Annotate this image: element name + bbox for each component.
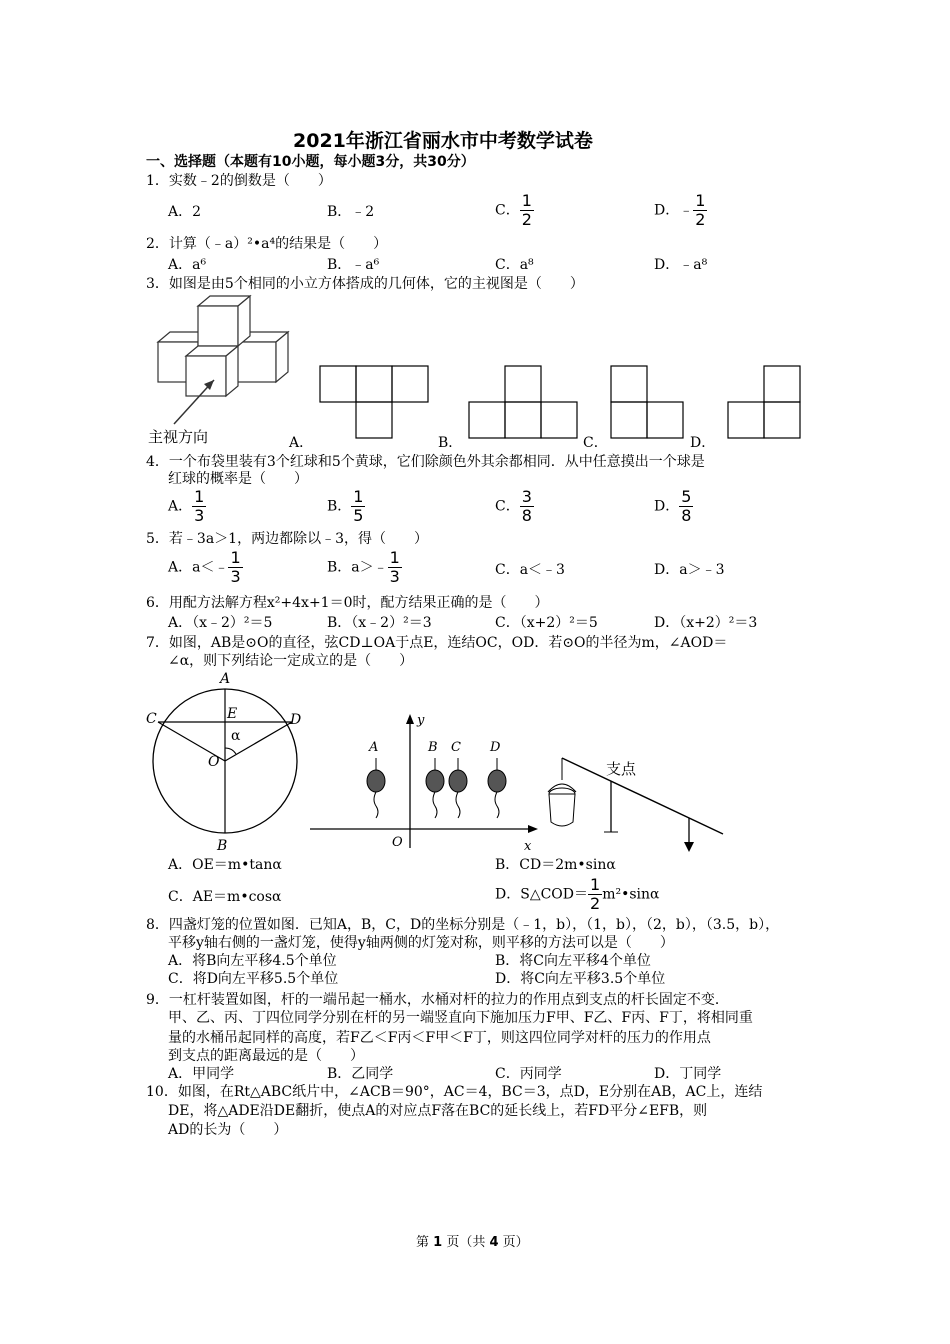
question-9-stem-line1: 9．一杠杆装置如图，杆的一端吊起一桶水，水桶对杆的拉力的作用点到支点的杆长固定不变． (146, 992, 729, 1008)
q2-option-c[interactable]: C．a⁸ (495, 257, 534, 273)
lantern-d (488, 740, 506, 818)
q8-option-d[interactable]: D．将C向左平移3.5个单位 (495, 971, 666, 987)
fraction: $\frac{1}{2}$ (521, 191, 532, 229)
fraction: $\frac{1}{5}$ (353, 487, 364, 525)
q5-option-b[interactable] (327, 549, 402, 586)
q9-option-b[interactable]: B．乙同学 (327, 1066, 394, 1082)
view-direction-label: 主视方向 (148, 428, 209, 446)
fraction: $\frac{5}{8}$ (681, 487, 692, 525)
fraction: $\frac{1}{3}$ (389, 548, 400, 586)
q4-option-b-label: B． (327, 498, 352, 515)
y-axis-label: y (417, 713, 425, 728)
q6-option-a[interactable]: A．（x﹣2）²＝5 (168, 615, 273, 631)
cube-solid-figure (140, 292, 310, 450)
q4-option-d-label: D． (654, 498, 680, 515)
page-total: 4 (489, 1235, 499, 1250)
question-8-stem-line1: 8．四盏灯笼的位置如图．已知A，B，C，D的坐标分别是（﹣1，b），（1，b），（2，b），（3.5，b）， (146, 917, 780, 933)
question-9-stem-line2: 甲、乙、丙、丁四位同学分别在杆的另一端竖直向下施加压力F甲、F乙、F丙、F丁，将相同重 (168, 1010, 753, 1026)
q8-option-c[interactable]: C．将D向左平移5.5个单位 (168, 971, 339, 987)
q5-option-c[interactable]: C．a＜﹣3 (495, 562, 565, 578)
question-2-stem: 2．计算（﹣a）²•a⁴的结果是（ ） (146, 236, 388, 252)
q7-option-d-tail: m²•sinα (602, 886, 660, 903)
page-title: 2021年浙江省丽水市中考数学试卷 (293, 130, 593, 152)
q3-option-b-figure (467, 364, 581, 440)
q3-option-b[interactable]: B． (438, 435, 463, 451)
q3-option-c[interactable]: C． (583, 435, 608, 451)
question-7-stem-line2: ∠α，则下列结论一定成立的是（ ） (168, 653, 414, 669)
question-1-stem: 1．实数﹣2的倒数是（ ） (146, 173, 332, 189)
svg-text:B: B (428, 740, 438, 755)
q8-option-b[interactable]: B．将C向左平移4个单位 (495, 953, 651, 969)
q2-option-d[interactable]: D．﹣a⁸ (654, 257, 708, 273)
q7-option-d-label: D．S△COD＝ (495, 886, 588, 903)
circle-figure (140, 668, 310, 854)
q6-option-b[interactable]: B．（x﹣2）²＝3 (327, 615, 432, 631)
force-arrow (684, 842, 694, 852)
page-footer: 第 1 页（共 4 页） (416, 1235, 529, 1250)
q8-option-a[interactable]: A．将B向左平移4.5个单位 (168, 953, 337, 969)
q1-option-d[interactable] (654, 192, 707, 229)
lantern-a (367, 740, 385, 818)
question-9-stem-line4: 到支点的距离最远的是（ ） (168, 1048, 364, 1064)
question-4-stem-line2: 红球的概率是（ ） (168, 471, 308, 487)
angle-alpha-label: α (231, 728, 241, 744)
q4-option-a-label: A． (168, 498, 193, 515)
svg-text:C: C (451, 740, 461, 755)
fraction: $\frac{1}{3}$ (230, 548, 241, 586)
q9-option-c[interactable]: C．丙同学 (495, 1066, 562, 1082)
fraction: $\frac{1}{3}$ (194, 487, 205, 525)
q6-option-d[interactable]: D．（x+2）²＝3 (654, 615, 758, 631)
q9-option-a[interactable]: A．甲同学 (168, 1066, 235, 1082)
lever-bar (562, 758, 723, 834)
lantern-coordinate-figure (308, 708, 540, 854)
page-number: 1 (433, 1235, 443, 1250)
question-3-stem: 3．如图是由5个相同的小立方体搭成的几何体，它的主视图是（ ） (146, 276, 584, 292)
q7-option-a[interactable]: A．OE＝m•tanα (168, 857, 282, 873)
x-axis-label: x (524, 839, 532, 854)
q3-option-c-figure (609, 364, 687, 440)
svg-text:A: A (369, 740, 379, 755)
origin-label: O (392, 835, 403, 850)
question-10-stem-line1: 10．如图，在Rt△ABC纸片中，∠ACB＝90°，AC＝4，BC＝3，点D，E分别在AB，AC上，连结 (146, 1084, 763, 1100)
point-e-label: E (227, 706, 238, 722)
q1-option-b[interactable]: B．﹣2 (327, 204, 375, 220)
q9-option-d[interactable]: D．丁同学 (654, 1066, 722, 1082)
lantern-c (449, 740, 467, 818)
q6-option-c[interactable]: C．（x+2）²＝5 (495, 615, 598, 631)
question-6-stem: 6．用配方法解方程x²+4x+1＝0时，配方结果正确的是（ ） (146, 595, 549, 611)
q7-option-c[interactable]: C．AE＝m•cosα (168, 889, 282, 905)
fraction: $\frac{1}{2}$ (695, 191, 706, 229)
q1-option-c[interactable] (495, 192, 534, 229)
fraction: $\frac{3}{8}$ (521, 487, 532, 525)
point-o-label: O (208, 754, 220, 770)
q3-option-a[interactable]: A． (289, 435, 314, 451)
question-10-stem-line3: AD的长为（ ） (168, 1122, 288, 1138)
point-a-label: A (220, 671, 231, 687)
q2-option-a[interactable]: A．a⁶ (168, 257, 207, 273)
lantern-b (426, 740, 444, 818)
question-5-stem: 5．若﹣3a＞1，两边都除以﹣3，得（ ） (146, 531, 428, 547)
q1-option-c-label: C． (495, 202, 520, 219)
question-8-stem-line2: 平移y轴右侧的一盏灯笼，使得y轴两侧的灯笼对称，则平移的方法可以是（ ） (168, 935, 674, 951)
bucket (549, 794, 575, 826)
q1-option-a[interactable]: A．2 (168, 204, 202, 220)
section-heading: 一、选择题（本题有10小题，每小题3分，共30分） (146, 154, 475, 170)
point-d-label: D (290, 712, 302, 728)
question-10-stem-line2: DE，将△ADE沿DE翻折，使点A的对应点F落在BC的延长线上，若FD平分∠EFB，则 (168, 1103, 708, 1119)
q7-option-b[interactable]: B．CD＝2m•sinα (495, 857, 616, 873)
q5-option-d[interactable]: D．a＞﹣3 (654, 562, 725, 578)
pivot-label: 支点 (606, 760, 637, 778)
q3-option-d[interactable]: D． (690, 435, 716, 451)
q7-option-d[interactable] (495, 876, 659, 913)
question-9-stem-line3: 量的水桶吊起同样的高度，若F乙＜F丙＜F甲＜F丁，则这四位同学对杆的压力的作用点 (168, 1030, 711, 1046)
svg-text:D: D (490, 740, 501, 755)
q4-option-b[interactable] (327, 488, 365, 525)
question-4-stem-line1: 4．一个布袋里装有3个红球和5个黄球，它们除颜色外其余都相同．从中任意摸出一个球是 (146, 454, 705, 470)
q3-option-d-figure (726, 364, 804, 440)
q5-option-a[interactable] (168, 549, 243, 586)
q4-option-a[interactable] (168, 488, 206, 525)
q2-option-b[interactable]: B．﹣a⁶ (327, 257, 380, 273)
q4-option-c[interactable] (495, 488, 534, 525)
q4-option-d[interactable] (654, 488, 693, 525)
q1-option-d-label: D．﹣ (654, 202, 694, 219)
q4-option-c-label: C． (495, 498, 520, 515)
lever-figure (540, 752, 726, 854)
q5-option-a-label: A．a＜﹣ (168, 559, 229, 576)
question-7-stem-line1: 7．如图，AB是⊙O的直径，弦CD⊥OA于点E，连结OC，OD．若⊙O的半径为m，∠AOD＝ (146, 635, 728, 651)
point-b-label: B (217, 838, 228, 854)
q3-option-a-figure (318, 364, 432, 440)
q5-option-b-label: B．a＞﹣ (327, 559, 388, 576)
point-c-label: C (146, 711, 157, 727)
fraction: $\frac{1}{2}$ (590, 875, 601, 913)
